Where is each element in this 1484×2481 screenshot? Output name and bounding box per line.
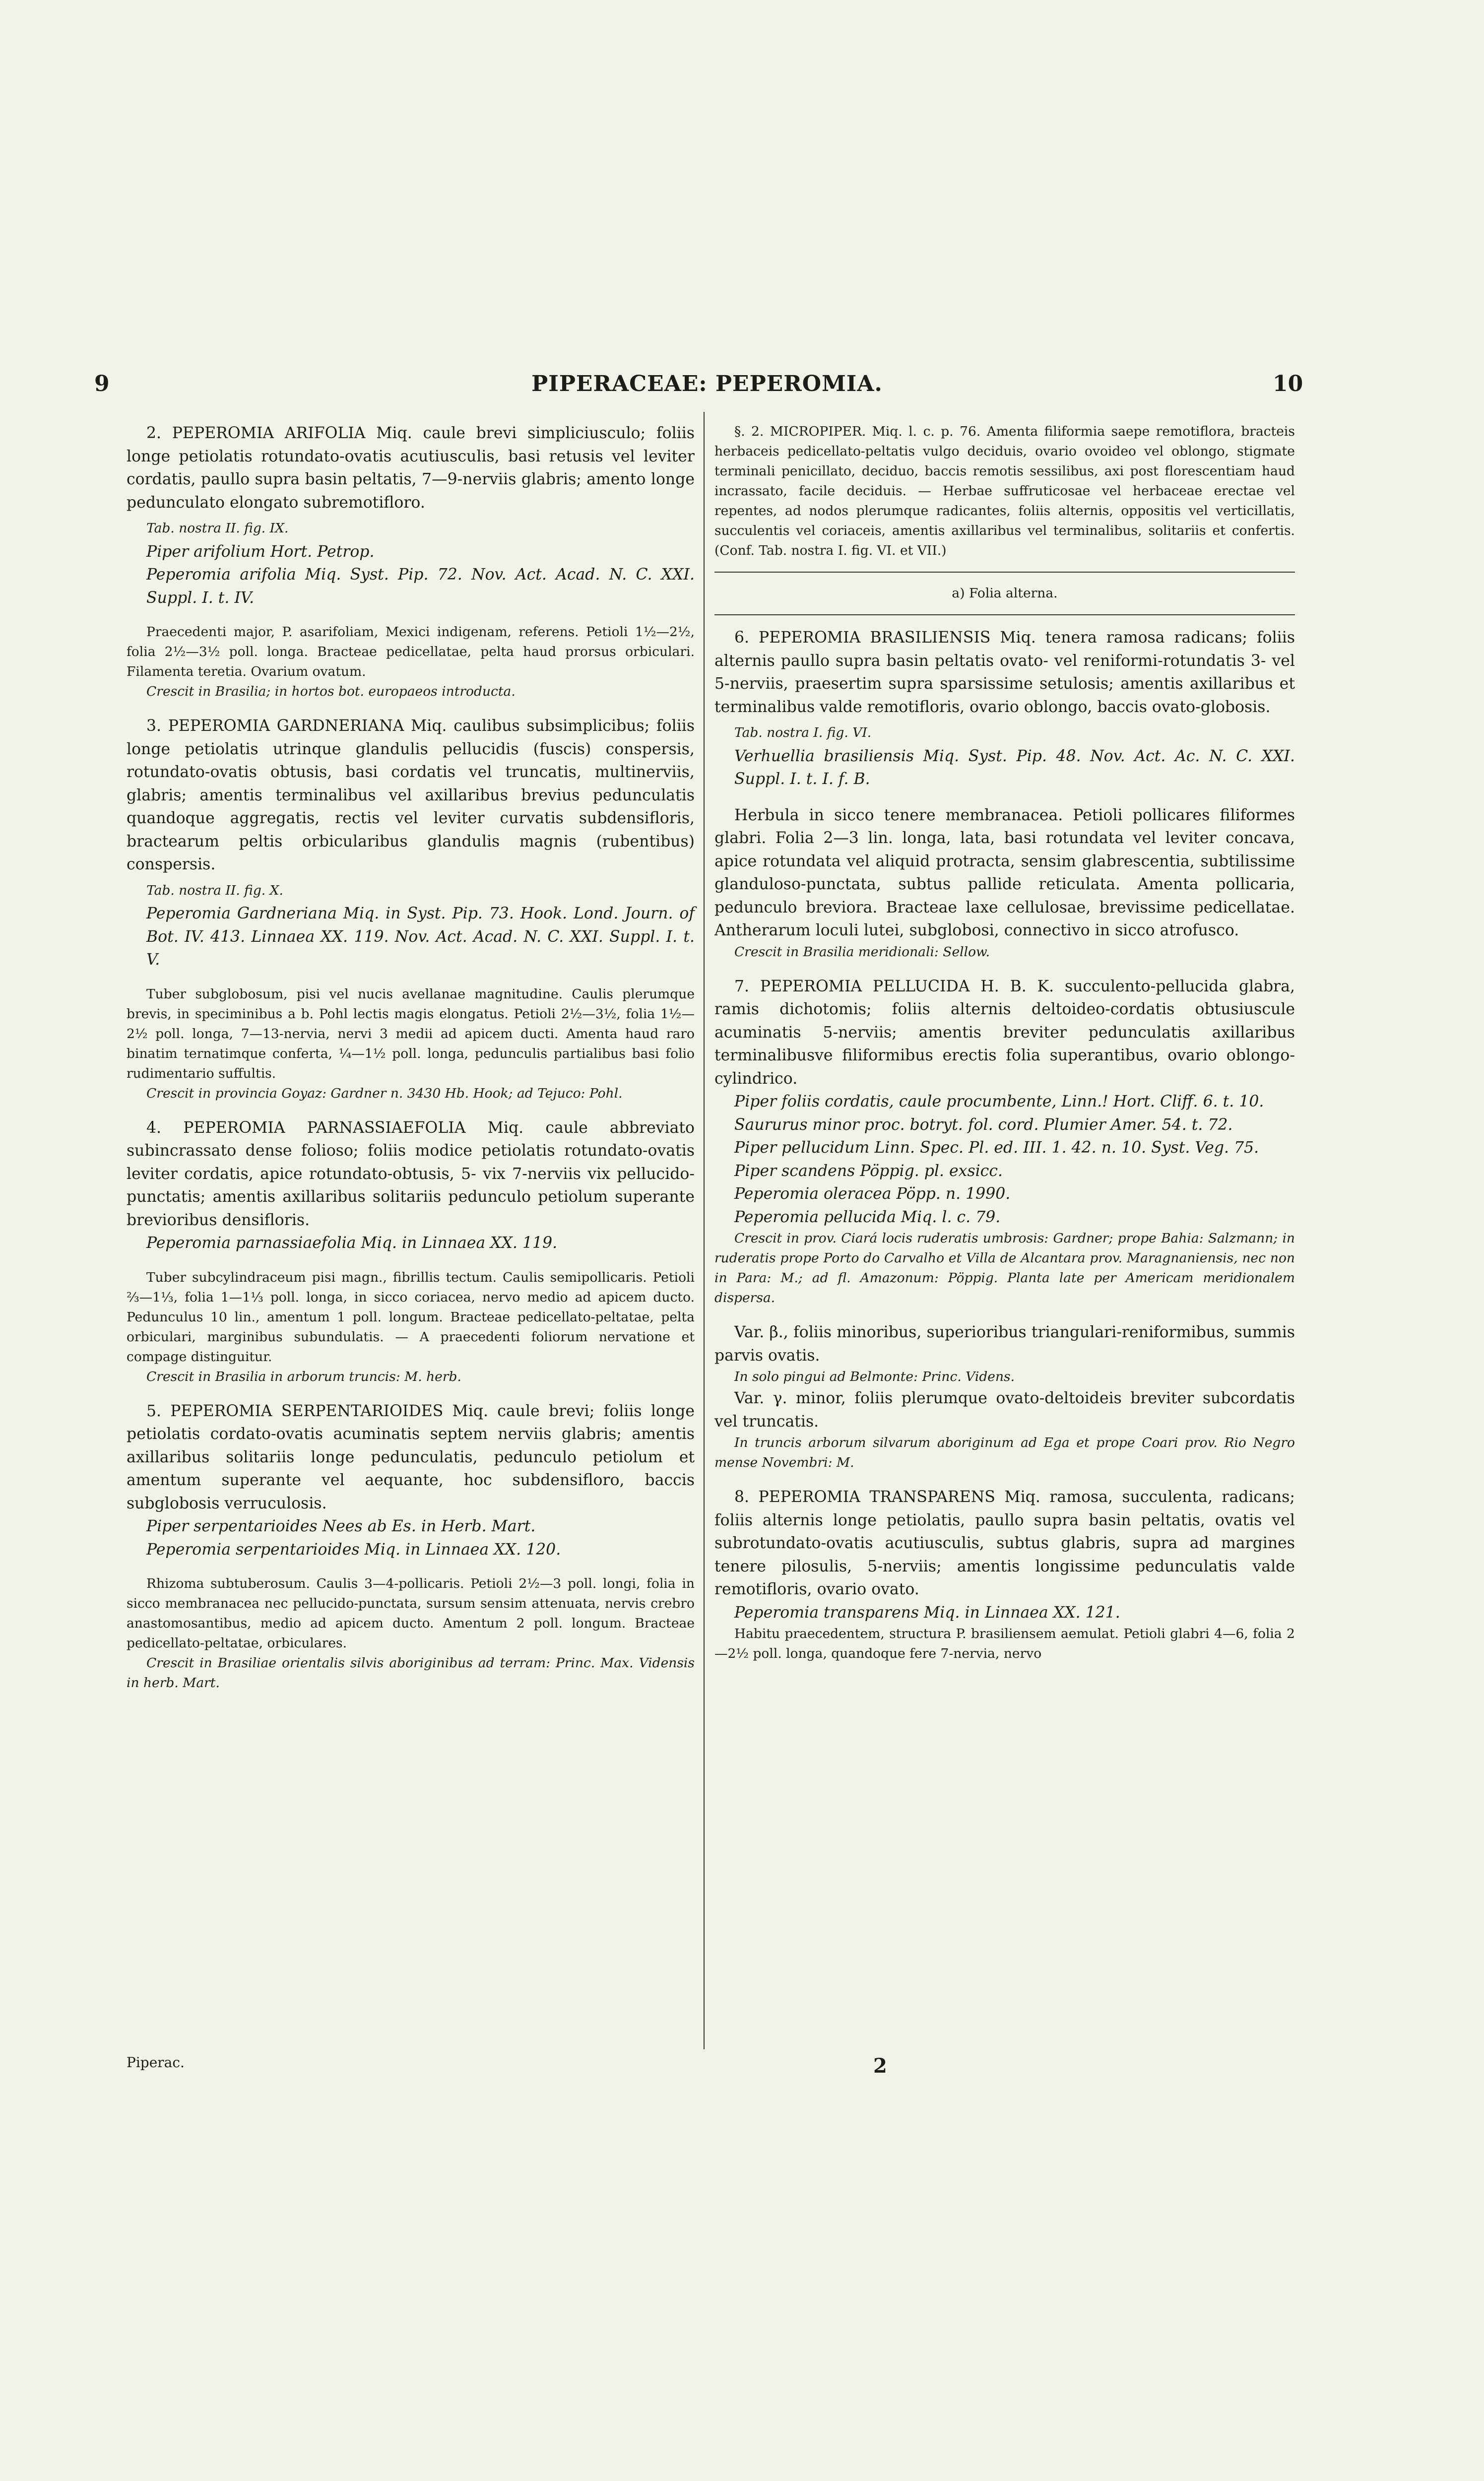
subsection-heading: a) Folia alterna. — [952, 586, 1058, 601]
locality: Crescit in Brasilia; in hortos bot. europaeos introducta. — [146, 684, 516, 699]
species-entry — [127, 715, 695, 876]
species-entry — [714, 1486, 1295, 1601]
locality: Crescit in Brasilia meridionali: Sellow. — [734, 944, 990, 960]
left-column — [127, 422, 695, 1693]
species-entry — [714, 626, 1295, 718]
species-diagnosis: tenera ramosa radicans; foliis alternis paullo supra basin peltatis ovato- vel reniformi-rotundatis 3- vel 5-nerviis, praesertim supra sparsissime setulosis; amentis axillaribus et terminalibus valde remotifloris, ovario oblongo, baccis ovato-globosis. — [714, 629, 1295, 716]
species-title: 3. PEPEROMIA GARDNERIANA Miq. — [146, 717, 447, 735]
synonym: Peperomia oleracea Pöpp. n. 1990. — [734, 1185, 1011, 1203]
plate-reference: Tab. nostra II. fig. X. — [146, 882, 283, 898]
synonym: Saururus minor proc. botryt. fol. cord. Plumier Amer. 54. t. 72. — [734, 1115, 1233, 1134]
species-description: Praecedenti major, P. asarifoliam, Mexici indigenam, referens. Petioli 1½—2½, folia 2½—3½ poll. longa. Bracteae pedicellatae, pelta haud prorsus orbiculari. Filamenta teretia. Ovarium ovatum. — [127, 624, 695, 679]
locality: Crescit in provincia Goyaz: Gardner n. 3430 Hb. Hook; ad Tejuco: Pohl. — [146, 1085, 623, 1101]
synonym: Peperomia transparens Miq. in Linnaea XX. 121. — [734, 1603, 1120, 1622]
species-diagnosis: succulento-pellucida glabra, ramis dichotomis; foliis alternis deltoideo-cordatis obtusiuscule acuminatis 5-nerviis; amentis breviter pedunculatis axillaribus terminalibusve filiformibus erectis folia superantibus, ovario oblongo-cylindrico. — [714, 977, 1295, 1088]
locality: In solo pingui ad Belmonte: Princ. Videns. — [734, 1369, 1015, 1384]
species-diagnosis: caule abbreviato subincrassato dense folioso; foliis modice petiolatis rotundato-ovatis leviter cordatis, apice rotundato-obtusis, 5- vix 7-nerviis vix pellucido-punctatis; amentis axillaribus solitariis pedunculo petiolum superante brevioribus densifloris. — [127, 1118, 695, 1229]
synonym: Piper foliis cordatis, caule procumbente, Linn.! Hort. Cliff. 6. t. 10. — [734, 1093, 1264, 1110]
sheet-number: 2 — [873, 2054, 887, 2078]
species-description: Tuber subcylindraceum pisi magn., fibrillis tectum. Caulis semipollicaris. Petioli ⅔—1⅓, folia 1—1⅓ poll. longa, in sicco coriacea, nervo medio ad apicem ducto. Pedunculus 10 lin., amentum 1 poll. longum. Bracteae pedicellato-peltatae, pelta orbiculari, marginibus subundulatis. — A praecedenti foliorum nervatione et compage distinguitur. — [127, 1269, 695, 1365]
species-diagnosis: caule brevi; foliis longe petiolatis cordato-ovatis acuminatis septem nerviis glabris; amentis axillaribus solitariis longe pedunculatis, pedunculo petiolum et amentum superante vel aequante, hoc subdensifloro, baccis subglobosis verruculosis. — [127, 1402, 695, 1512]
page-number-left: 9 — [94, 371, 110, 396]
right-column — [714, 422, 1295, 1664]
locality: Crescit in Brasiliae orientalis silvis aboriginibus ad terram: Princ. Max. Vidensis in herb. Mart. — [127, 1655, 695, 1691]
locality: Crescit in Brasilia in arborum truncis: M. herb. — [146, 1369, 461, 1384]
species-title: 5. PEPEROMIA SERPENTARIOIDES Miq. — [146, 1402, 489, 1420]
species-description: Tuber subglobosum, pisi vel nucis avellanae magnitudine. Caulis plerumque brevis, in speciminibus a b. Pohl lectis magis elongatus. Petioli 2½—3½, folia 1½—2½ poll. longa, 7—13-nervia, nervi 3 medii ad apicem ducti. Amenta haud raro binatim ternatimque conferta, ¼—1½ poll. longa, pedunculis partialibus basi folio rudimentario suffultis. — [127, 986, 695, 1081]
synonym: Peperomia parnassiaefolia Miq. in Linnaea XX. 119. — [146, 1234, 558, 1252]
locality: Crescit in prov. Ciará locis ruderatis umbrosis: Gardner; prope Bahia: Salzmann; in ruderatis prope Porto do Carvalho et Villa de Alcantara prov. Maragnaniensis, nec non in Para: M.; ad fl. Amazonum: Pöppig. Planta late per Americam meridionalem dispersa. — [714, 1231, 1295, 1306]
species-entry — [127, 422, 695, 514]
species-title: 6. PEPEROMIA BRASILIENSIS Miq. — [734, 629, 1036, 647]
plate-reference: Tab. nostra I. fig. VI. — [734, 725, 872, 740]
synonym: Piper serpentarioides Nees ab Es. in Herb. Mart. — [146, 1517, 536, 1535]
section-divider — [714, 572, 1295, 573]
locality: In truncis arborum silvarum aboriginum ad Ega et prope Coari prov. Rio Negro mense Novembri: M. — [714, 1435, 1295, 1470]
species-diagnosis: caulibus subsimplicibus; foliis longe petiolatis utrinque glandulis pellucidis (fuscis) conspersis, rotundato-ovatis obtusis, basi cordatis vel truncatis, multinerviis, glabris; amentis terminalibus vel axillaribus brevius pedunculatis quandoque aggregatis, rectis vel leviter curvatis subdensifloris, bractearum peltis orbicularibus glandulis magnis (rubentibus) conspersis. — [127, 717, 695, 873]
synonym: Peperomia pellucida Miq. l. c. 79. — [734, 1208, 1001, 1226]
running-title: PIPERACEAE: PEPEROMIA. — [531, 371, 883, 396]
synonym: Piper pellucidum Linn. Spec. Pl. ed. III. 1. 42. n. 10. Syst. Veg. 75. — [734, 1139, 1259, 1157]
section-description: §. 2. MICROPIPER. Miq. l. c. p. 76. Amenta filiformia saepe remotiflora, bracteis herbaceis pedicellato-peltatis vulgo deciduis, ovario ovoideo vel oblongo, stigmate terminali penicillato, deciduo, baccis remotis sessilibus, axi post florescentiam haud incrassato, facile deciduis. — Herbae suffruticosae vel herbaceae erectae vel repentes, ad nodos plerumque radicantes, foliis alternis, oppositis vel verticillatis, succulentis vel coriaceis, amentis axillaribus vel terminalibus, solitariis et confertis. (Conf. Tab. nostra I. fig. VI. et VII.) — [714, 424, 1295, 558]
page-header — [0, 371, 1484, 401]
synonym: Peperomia serpentarioides Miq. in Linnaea XX. 120. — [146, 1540, 561, 1559]
synonym: Verhuellia brasiliensis Miq. Syst. Pip. 48. Nov. Act. Ac. N. C. XXI. Suppl. I. t. I. f. B. — [734, 747, 1295, 788]
synonym: Peperomia arifolia Miq. Syst. Pip. 72. Nov. Act. Acad. N. C. XXI. Suppl. I. t. IV. — [146, 566, 695, 607]
plate-reference: Tab. nostra II. fig. IX. — [146, 521, 289, 536]
species-entry — [127, 1116, 695, 1232]
synonym: Piper scandens Pöppig. pl. exsicc. — [734, 1162, 1003, 1180]
signature-mark: Piperac. — [127, 2054, 185, 2071]
section-divider — [714, 614, 1295, 615]
variety: Var. β., foliis minoribus, superioribus triangulari-reniformibus, summis parvis ovatis. — [714, 1323, 1295, 1365]
species-entry — [127, 1400, 695, 1515]
page-number-right: 10 — [1273, 371, 1303, 396]
species-diagnosis: caule brevi simpliciusculo; foliis longe petiolatis rotundato-ovatis acutiusculis, basi retusis vel leviter cordatis, paullo supra basin peltatis, 7—9-nerviis glabris; amento longe pedunculato elongato subremotifloro. — [127, 424, 695, 512]
synonym: Piper arifolium Hort. Petrop. — [146, 542, 375, 561]
species-description: Rhizoma subtuberosum. Caulis 3—4-pollicaris. Petioli 2½—3 poll. longi, folia in sicco membranacea nec pellucido-punctata, sursum sensim attenuata, nervis crebro anastomosantibus, medio ad apicem ducto. Amentum 2 poll. longum. Bracteae pedicellato-peltatae, orbiculares. — [127, 1576, 695, 1651]
species-entry — [714, 975, 1295, 1091]
species-title: 2. PEPEROMIA ARIFOLIA Miq. — [146, 424, 412, 442]
species-title: 8. PEPEROMIA TRANSPARENS Miq. — [734, 1488, 1040, 1506]
variety: Var. γ. minor, foliis plerumque ovato-deltoideis breviter subcordatis vel truncatis. — [714, 1389, 1295, 1431]
species-diagnosis: ramosa, succulenta, radicans; foliis alternis longe petiolatis, paullo supra basin peltatis, ovatis vel subrotundato-ovatis acutiusculis, subtus glabris, supra ad margines tenere pilosulis, 5-nerviis; amentis longissime pedunculatis valde remotifloris, ovario ovato. — [714, 1488, 1295, 1598]
species-description: Herbula in sicco tenere membranacea. Petioli pollicares filiformes glabri. Folia 2—3 lin. longa, lata, basi rotundata vel leviter concava, apice rotundata vel aliquid protracta, sensim glabrescentia, subtilissime glanduloso-punctata, subtus pallide reticulata. Amenta pollicaria, pedunculo breviora. Bracteae laxe cellulosae, brevissime pedicellatae. Antherarum loculi lutei, subglobosi, connectivo in sicco atrofusco. — [714, 806, 1295, 939]
species-description: Habitu praecedentem, structura P. brasiliensem aemulat. Petioli glabri 4—6, folia 2—2½ poll. longa, quandoque fere 7-nervia, nervo — [714, 1626, 1295, 1661]
synonym: Peperomia Gardneriana Miq. in Syst. Pip. 73. Hook. Lond. Journ. of Bot. IV. 413. Linnaea XX. 119. Nov. Act. Acad. N. C. XXI. Suppl. I. t. V. — [146, 905, 695, 969]
column-divider — [704, 412, 705, 2049]
species-title: 4. PEPEROMIA PARNASSIAEFOLIA Miq. — [146, 1118, 524, 1137]
species-title: 7. PEPEROMIA PELLUCIDA H. B. K. — [734, 977, 1054, 995]
